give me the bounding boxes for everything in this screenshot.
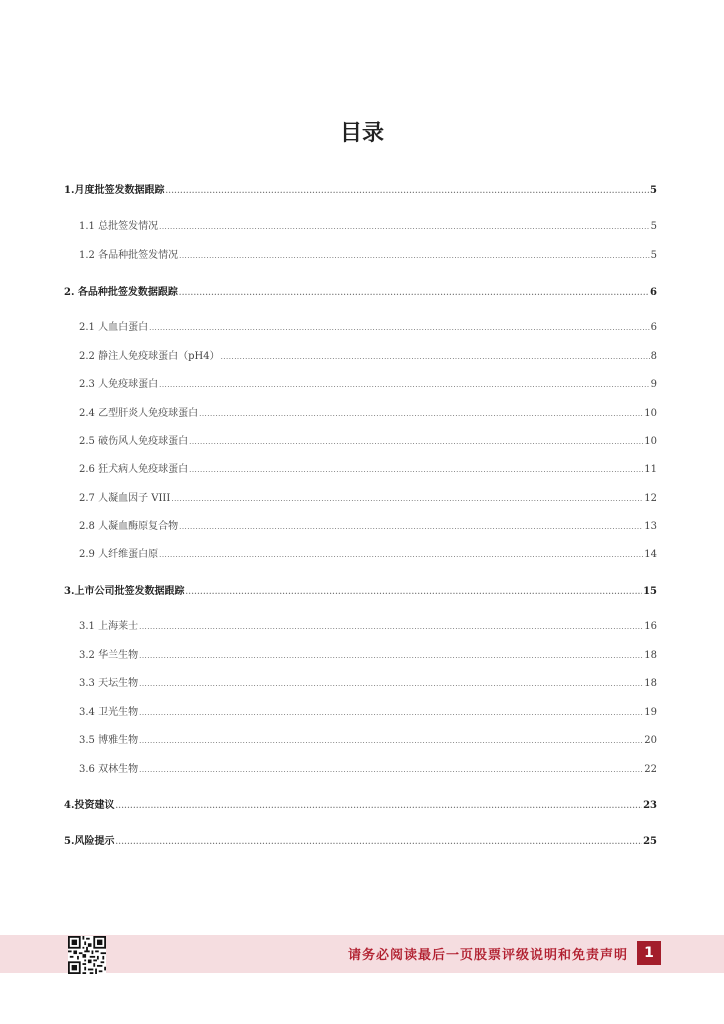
toc-entry-page: 6 bbox=[650, 287, 657, 298]
toc-leader-dots bbox=[139, 709, 643, 717]
toc-leader-dots bbox=[149, 324, 650, 332]
toc-entry-label: 2.1 人血白蛋白 bbox=[79, 322, 149, 333]
toc-entry-page: 14 bbox=[644, 549, 657, 560]
toc-entry[interactable] bbox=[79, 318, 657, 333]
toc-leader-dots bbox=[139, 766, 643, 774]
toc-entry-page: 13 bbox=[644, 521, 657, 532]
toc-entry[interactable] bbox=[79, 731, 657, 746]
toc-leader-dots bbox=[199, 410, 643, 418]
toc-entry[interactable] bbox=[79, 404, 657, 419]
toc-entry[interactable] bbox=[79, 674, 657, 689]
toc-entry-label: 2.7 人凝血因子 VIII bbox=[79, 493, 171, 504]
toc-entry-page: 18 bbox=[644, 650, 657, 661]
toc-entry-page: 5 bbox=[650, 250, 657, 261]
toc-leader-dots bbox=[179, 252, 650, 260]
toc-leader-dots bbox=[139, 680, 643, 688]
toc-entry[interactable] bbox=[64, 832, 657, 847]
toc-entry[interactable] bbox=[79, 617, 657, 632]
toc-leader-dots bbox=[115, 801, 642, 810]
toc-entry-label: 3.1 上海莱士 bbox=[79, 621, 139, 632]
toc-entry-label: 3.6 双林生物 bbox=[79, 764, 139, 775]
footer-disclaimer: 请务必阅读最后一页股票评级说明和免责声明 bbox=[347, 948, 628, 963]
toc-entry-page: 5 bbox=[650, 185, 657, 196]
toc-entry[interactable] bbox=[64, 582, 657, 597]
toc-entry-page: 16 bbox=[644, 621, 657, 632]
toc-entry-label: 1.1 总批签发情况 bbox=[79, 221, 159, 232]
toc-entry[interactable] bbox=[79, 217, 657, 232]
toc-entry-page: 11 bbox=[644, 464, 657, 475]
toc-leader-dots bbox=[139, 737, 643, 745]
toc-entry-page: 9 bbox=[650, 379, 657, 390]
page-title: 目录 bbox=[339, 121, 384, 146]
toc-entry-label: 1.2 各品种批签发情况 bbox=[79, 250, 179, 261]
toc-entry[interactable] bbox=[64, 283, 657, 298]
qr-code-icon bbox=[68, 936, 106, 974]
toc-entry-label: 2. 各品种批签发数据跟踪 bbox=[64, 287, 178, 298]
toc-leader-dots bbox=[179, 288, 649, 297]
toc-entry-page: 6 bbox=[650, 322, 657, 333]
page-number-badge: 1 bbox=[637, 941, 661, 965]
toc-entry-label: 3.5 博雅生物 bbox=[79, 735, 139, 746]
toc-entry-page: 22 bbox=[644, 764, 657, 775]
toc-entry-label: 3.4 卫光生物 bbox=[79, 707, 139, 718]
toc-leader-dots bbox=[189, 466, 643, 474]
toc-leader-dots bbox=[139, 652, 643, 660]
toc-entry-page: 8 bbox=[650, 351, 657, 362]
toc-entry-page: 5 bbox=[650, 221, 657, 232]
toc-entry-page: 10 bbox=[644, 408, 657, 419]
toc-entry-page: 18 bbox=[644, 678, 657, 689]
toc-entry[interactable] bbox=[79, 347, 657, 362]
toc-leader-dots bbox=[221, 353, 650, 361]
toc-entry-page: 19 bbox=[644, 707, 657, 718]
toc-entry[interactable] bbox=[79, 703, 657, 718]
toc-entry-label: 1.月度批签发数据跟踪 bbox=[64, 185, 165, 196]
toc-entry-page: 23 bbox=[643, 800, 657, 811]
toc-entry[interactable] bbox=[64, 796, 657, 811]
toc-entry-label: 2.8 人凝血酶原复合物 bbox=[79, 521, 179, 532]
toc-leader-dots bbox=[189, 438, 643, 446]
toc-leader-dots bbox=[179, 523, 643, 531]
toc-entry-label: 2.9 人纤维蛋白原 bbox=[79, 549, 159, 560]
toc-entry-label: 3.3 天坛生物 bbox=[79, 678, 139, 689]
toc-leader-dots bbox=[159, 223, 650, 231]
toc-entry[interactable] bbox=[79, 646, 657, 661]
toc-leader-dots bbox=[165, 186, 649, 195]
toc-entry-page: 12 bbox=[644, 493, 657, 504]
toc-entry-label: 2.5 破伤风人免疫球蛋白 bbox=[79, 436, 189, 447]
toc-leader-dots bbox=[171, 495, 643, 503]
toc-entry[interactable] bbox=[79, 460, 657, 475]
toc-entry-label: 4.投资建议 bbox=[64, 800, 115, 811]
toc-entry-label: 2.2 静注人免疫球蛋白（pH4） bbox=[79, 351, 220, 362]
toc-entry-label: 2.3 人免疫球蛋白 bbox=[79, 379, 159, 390]
toc-leader-dots bbox=[159, 551, 643, 559]
toc-entry-label: 3.上市公司批签发数据跟踪 bbox=[64, 586, 185, 597]
toc-entry[interactable] bbox=[64, 181, 657, 196]
toc-entry[interactable] bbox=[79, 545, 657, 560]
toc-entry-label: 5.风险提示 bbox=[64, 836, 115, 847]
toc-entry-label: 3.2 华兰生物 bbox=[79, 650, 139, 661]
toc-entry[interactable] bbox=[79, 246, 657, 261]
toc-leader-dots bbox=[139, 623, 643, 631]
toc-entry[interactable] bbox=[79, 375, 657, 390]
toc-entry-page: 15 bbox=[643, 586, 657, 597]
toc-entry[interactable] bbox=[79, 489, 657, 504]
toc-entry-label: 2.4 乙型肝炎人免疫球蛋白 bbox=[79, 408, 199, 419]
toc-entry-label: 2.6 狂犬病人免疫球蛋白 bbox=[79, 464, 189, 475]
toc-leader-dots bbox=[115, 837, 642, 846]
toc-entry[interactable] bbox=[79, 517, 657, 532]
toc-entry-page: 25 bbox=[643, 836, 657, 847]
toc-leader-dots bbox=[185, 587, 642, 596]
toc-entry[interactable] bbox=[79, 432, 657, 447]
toc-leader-dots bbox=[159, 381, 650, 389]
toc-entry-page: 20 bbox=[644, 735, 657, 746]
toc-entry[interactable] bbox=[79, 760, 657, 775]
toc-entry-page: 10 bbox=[644, 436, 657, 447]
